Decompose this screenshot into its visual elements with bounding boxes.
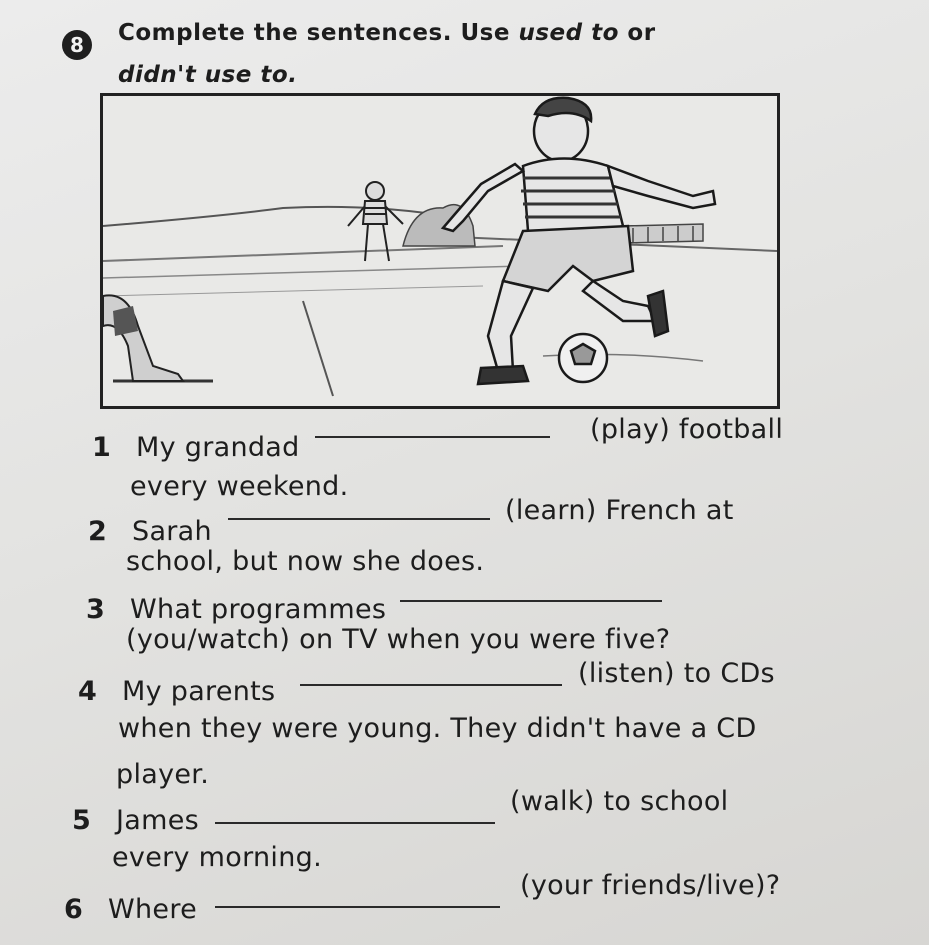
sentence-6-start: Where bbox=[108, 894, 198, 925]
sentence-3-number: 3 bbox=[86, 594, 106, 625]
sentence-6-verb: (your friends/live)? bbox=[520, 870, 781, 901]
sentence-5-line1 bbox=[72, 805, 199, 836]
sentence-1-number: 1 bbox=[92, 432, 112, 463]
sentence-2-line1 bbox=[88, 516, 212, 547]
sentence-1-start: My grandad bbox=[136, 432, 300, 463]
instruction-didnt-use-to: didn't use to. bbox=[118, 62, 298, 88]
instruction-or: or bbox=[618, 20, 656, 46]
sentence-2-answer-blank[interactable] bbox=[228, 518, 490, 520]
sentence-1-line1 bbox=[92, 432, 300, 463]
sentence-2-verb: (learn) French at bbox=[505, 495, 734, 526]
sentence-5-continuation: every morning. bbox=[112, 842, 322, 873]
sentence-6-number: 6 bbox=[64, 894, 84, 925]
sentence-5-verb: (walk) to school bbox=[510, 786, 729, 817]
sentence-4-verb: (listen) to CDs bbox=[578, 658, 775, 689]
sentence-4-continuation2: player. bbox=[116, 759, 210, 790]
sentence-1-answer-blank[interactable] bbox=[315, 436, 550, 438]
sentence-4-answer-blank[interactable] bbox=[300, 684, 562, 686]
instruction-used-to: used to bbox=[518, 20, 619, 46]
sentence-4-start: My parents bbox=[122, 676, 276, 707]
sentence-5-start: James bbox=[116, 805, 199, 836]
sentence-1-verb: (play) football bbox=[590, 414, 784, 445]
football-player-icon bbox=[103, 96, 777, 406]
sentence-6-answer-blank[interactable] bbox=[215, 906, 500, 908]
sentence-2-continuation: school, but now she does. bbox=[126, 546, 485, 577]
sentence-2-number: 2 bbox=[88, 516, 108, 547]
instruction-text: Complete the sentences. Use bbox=[118, 20, 519, 46]
sentence-5-answer-blank[interactable] bbox=[215, 822, 495, 824]
sentence-1-continuation: every weekend. bbox=[130, 471, 349, 502]
sentence-4-continuation: when they were young. They didn't have a CD bbox=[118, 713, 757, 744]
sentence-4-line1 bbox=[78, 676, 275, 707]
exercise-number-badge: 8 bbox=[62, 30, 92, 60]
sentence-3-start: What programmes bbox=[130, 594, 387, 625]
football-illustration bbox=[100, 93, 780, 409]
sentence-2-start: Sarah bbox=[132, 516, 212, 547]
sentence-4-number: 4 bbox=[78, 676, 98, 707]
exercise-instruction bbox=[118, 12, 718, 96]
sentence-5-number: 5 bbox=[72, 805, 92, 836]
sentence-3-continuation: (you/watch) on TV when you were five? bbox=[126, 624, 671, 655]
sentence-3-line1 bbox=[86, 594, 386, 625]
sentence-6-line1 bbox=[64, 894, 197, 925]
sentence-3-answer-blank[interactable] bbox=[400, 600, 662, 602]
